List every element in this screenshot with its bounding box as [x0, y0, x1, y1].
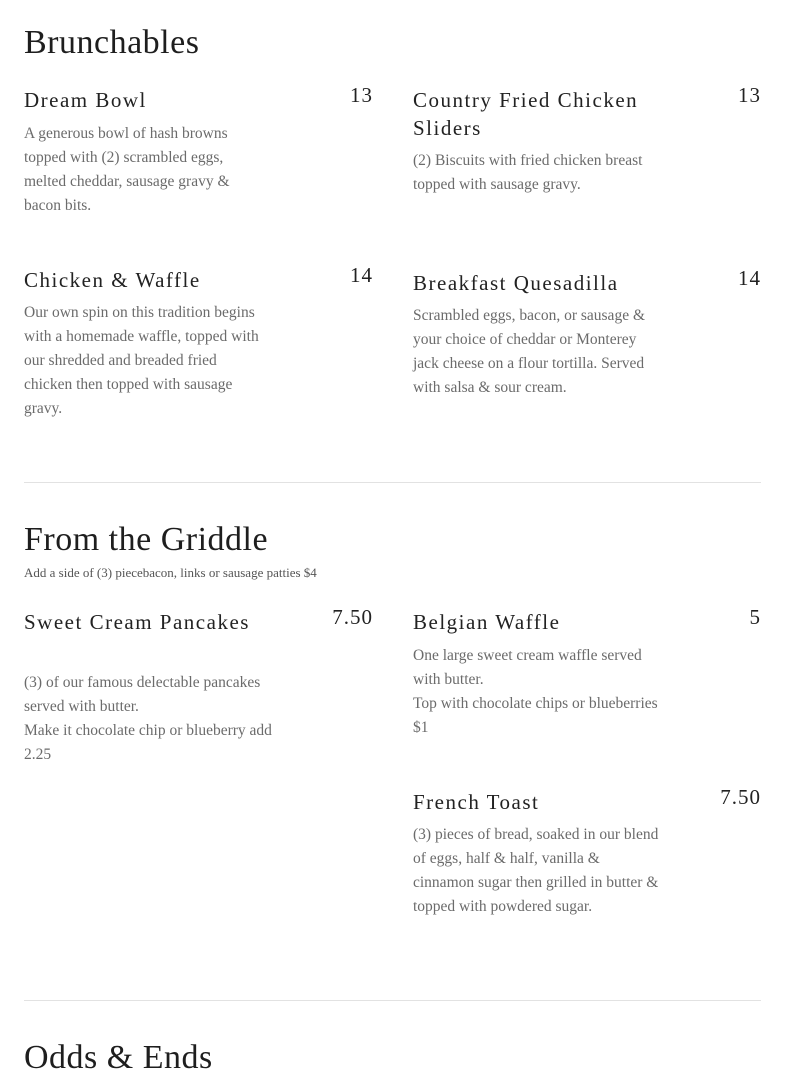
item-description: [24, 301, 264, 421]
section-title-brunchables: Brunchables: [24, 24, 200, 61]
item-price: 5: [749, 605, 761, 629]
item-name: Chicken & Waffle: [24, 268, 201, 292]
item-price: 7.50: [720, 785, 761, 809]
section-title-from-the-griddle: From the Griddle: [24, 521, 269, 558]
item-price: 13: [738, 83, 761, 107]
item-description-line: One large sweet cream waffle served with butter.: [413, 647, 642, 688]
item-description-line: (3) pieces of bread, soaked in our blend of eggs, half & half, vanilla & cinnamon sugar then grilled in butter & topped with powdered sugar.: [413, 826, 659, 915]
item-description: [24, 671, 274, 767]
item-price: 7.50: [332, 605, 373, 629]
item-name: Country Fried Chicken Sliders: [413, 88, 639, 140]
item-price: 14: [350, 263, 373, 287]
item-description-line: Our own spin on this tradition begins with a homemade waffle, topped with our shredded and breaded fried chicken then topped with sausage gravy.: [24, 304, 259, 417]
item-description: [413, 644, 668, 740]
item-description-line: Scrambled eggs, bacon, or sausage & your choice of cheddar or Monterey jack cheese on a flour tortilla. Served with salsa & sour cream.: [413, 307, 646, 396]
item-name: French Toast: [413, 790, 540, 814]
item-name: Dream Bowl: [24, 88, 147, 112]
item-description-line: A generous bowl of hash browns topped with (2) scrambled eggs, melted cheddar, sausage gravy & bacon bits.: [24, 125, 230, 214]
item-price: 13: [350, 83, 373, 107]
item-name: Breakfast Quesadilla: [413, 271, 619, 295]
item-description: [24, 122, 269, 218]
item-description: [413, 149, 663, 197]
item-name: Sweet Cream Pancakes: [24, 610, 250, 634]
section-divider: [24, 482, 761, 483]
section-title-odds-and-ends: Odds & Ends: [24, 1039, 213, 1076]
item-description-line: Make it chocolate chip or blueberry add 2.25: [24, 722, 272, 763]
section-divider: [24, 1000, 761, 1001]
item-description-line: Top with chocolate chips or blueberries $1: [413, 695, 658, 736]
item-name: Belgian Waffle: [413, 610, 561, 634]
section-note: Add a side of (3) piecebacon, links or sausage patties $4: [24, 565, 317, 580]
item-description: [413, 304, 663, 400]
item-description-line: (3) of our famous delectable pancakes served with butter.: [24, 674, 261, 715]
item-price: 14: [738, 266, 761, 290]
item-description-line: (2) Biscuits with fried chicken breast topped with sausage gravy.: [413, 152, 643, 193]
item-description: [413, 823, 663, 919]
